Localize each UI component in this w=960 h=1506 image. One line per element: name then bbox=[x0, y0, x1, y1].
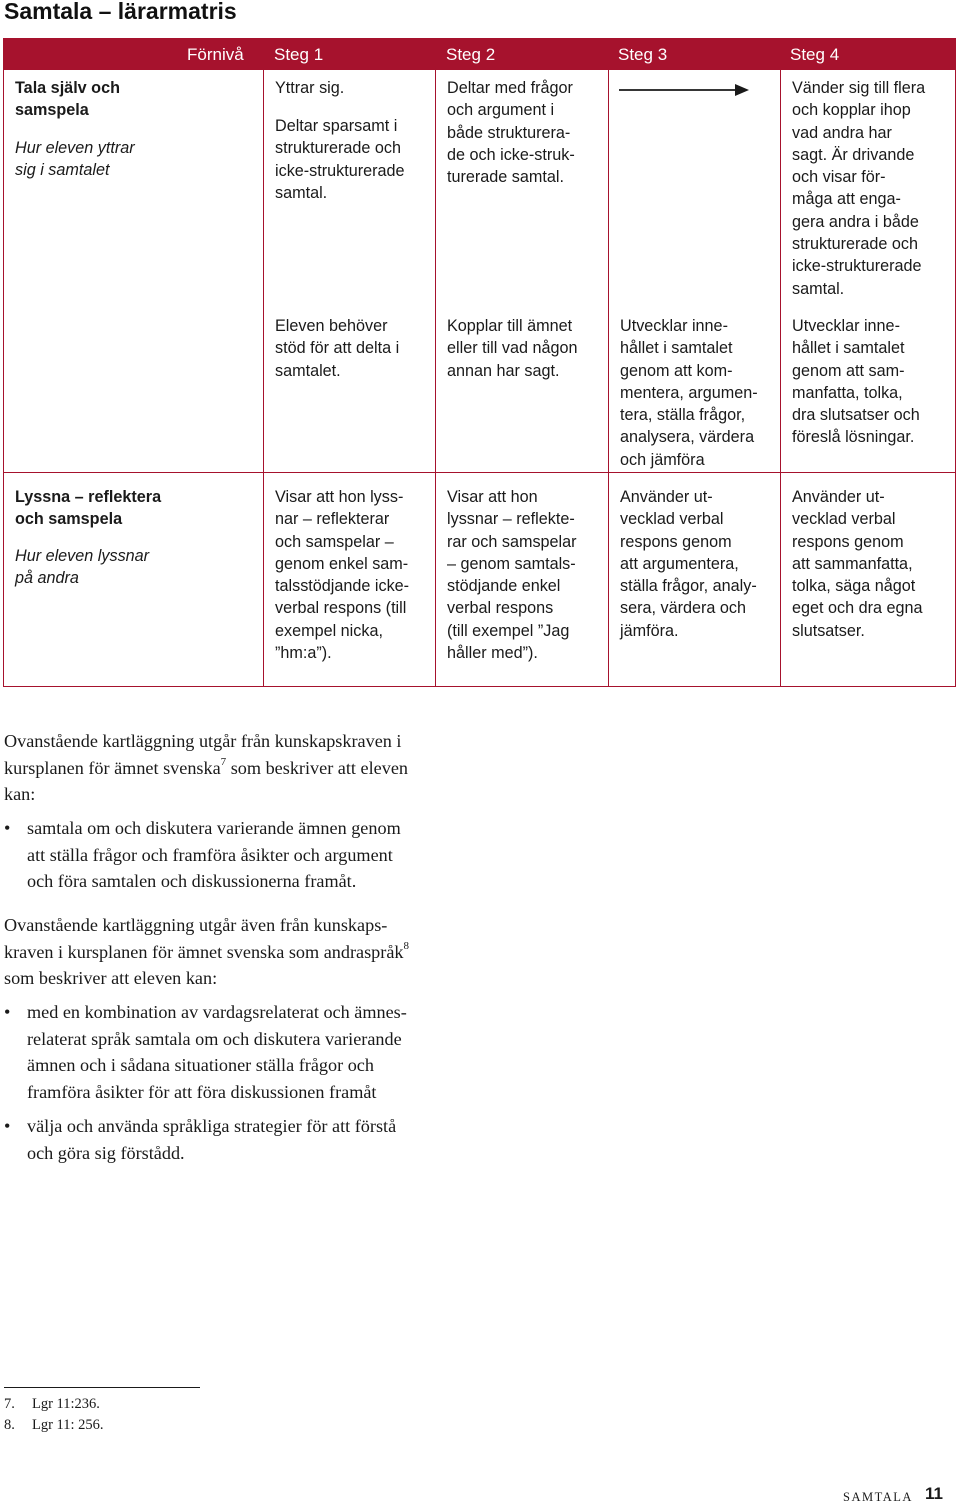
cell-row2-steg2: Kopplar till ämnet eller till vad någon annan har sagt. bbox=[447, 317, 578, 380]
header-fornivå: Förnivå bbox=[187, 45, 244, 64]
list-item bbox=[4, 815, 474, 895]
list-item bbox=[4, 1113, 474, 1166]
row-sublabel-tala: Hur eleven yttrar sig i samtalet bbox=[15, 139, 135, 180]
paragraph-2-end: som beskriver att eleven kan: bbox=[4, 968, 218, 988]
list-item-text: välja och använda språkliga strategier för att förstå och göra sig förstådd. bbox=[27, 1116, 397, 1163]
header-steg-3: Steg 3 bbox=[618, 45, 668, 64]
bullet-icon: • bbox=[4, 1116, 11, 1136]
cell-row2-steg4: Utvecklar inne- hållet i samtalet genom att sam- manfatta, tolka, dra slutsatser och föreslå lösningar. bbox=[792, 317, 920, 447]
row-label-lyssna: Lyssna – reflektera och samspela bbox=[15, 488, 162, 529]
row-label-tala: Tala själv och samspela bbox=[15, 79, 120, 120]
footnote-ref-7: 7 bbox=[220, 756, 227, 769]
paragraph-1 bbox=[4, 728, 474, 808]
page-title: Samtala – lärarmatris bbox=[4, 0, 237, 24]
cell-lyssna-steg4: Använder ut- vecklad verbal respons genom att sammanfatta, tolka, säga något eget och dra egna slutsatser. bbox=[792, 488, 923, 640]
bullet-list-2 bbox=[4, 999, 474, 1174]
cell-lyssna-steg3: Använder ut- vecklad verbal respons genom att argumentera, ställa frågor, analy- sera, värdera och jämföra. bbox=[620, 488, 757, 640]
right-arrow-icon bbox=[619, 83, 749, 102]
paragraph-1-text: Ovanstående kartläggning utgår från kunskapskraven i kursplanen för ämnet svenska bbox=[4, 731, 402, 778]
column-divider bbox=[263, 70, 264, 686]
row-divider bbox=[4, 472, 955, 473]
column-divider bbox=[780, 70, 781, 686]
cell-row2-steg1: Eleven behöver stöd för att delta i samtalet. bbox=[275, 317, 400, 380]
paragraph-2 bbox=[4, 912, 474, 992]
column-divider bbox=[608, 70, 609, 686]
header-steg-1: Steg 1 bbox=[274, 45, 324, 64]
bullet-icon: • bbox=[4, 818, 11, 838]
header-steg-4: Steg 4 bbox=[790, 45, 840, 64]
cell-tala-steg1-extra: Deltar sparsamt i strukturerade och icke-strukturerade samtal. bbox=[275, 117, 405, 202]
bullet-list-1 bbox=[4, 815, 474, 903]
footnote-ref-8: 8 bbox=[403, 940, 409, 953]
footnote-divider bbox=[4, 1387, 200, 1388]
cell-lyssna-steg1: Visar att hon lyss- nar – reflekterar och samspelar – genom enkel sam- talsstödjande icke- verbal respons (till exempel nicka, ”hm:a”). bbox=[275, 488, 410, 663]
cell-tala-steg4: Vänder sig till flera och kopplar ihop vad andra har sagt. Är drivande och visar för- måga att enga- gera andra i både strukturerade och icke-strukturerade samtal. bbox=[792, 79, 926, 298]
bullet-icon: • bbox=[4, 1002, 11, 1022]
list-item-text: med en kombination av vardagsrelaterat och ämnes- relaterat språk samtala om och diskutera varierande ämnen och i sådana situationer ställa frågor och framföra åsikter för att föra diskussionen framåt bbox=[27, 1002, 407, 1102]
cell-tala-steg2: Deltar med frågor och argument i både strukturera- de och icke-struk- turerade samtal. bbox=[447, 79, 575, 187]
footnote-number: 7. bbox=[4, 1396, 15, 1412]
running-footer-label: SAMTALA bbox=[843, 1490, 913, 1504]
list-item bbox=[4, 999, 474, 1105]
list-item-text: samtala om och diskutera varierande ämnen genom att ställa frågor och framföra åsikter och argument och föra samtalen och diskussionerna framåt. bbox=[27, 818, 401, 891]
footnote-text: Lgr 11: 256. bbox=[32, 1417, 104, 1433]
cell-row2-steg3: Utvecklar inne- hållet i samtalet genom att kom- mentera, argumen- tera, ställa frågor, analysera, värdera och jämföra bbox=[620, 317, 758, 469]
header-steg-2: Steg 2 bbox=[446, 45, 496, 64]
page-number: 11 bbox=[925, 1484, 943, 1503]
footnote-text: Lgr 11:236. bbox=[32, 1396, 100, 1412]
paragraph-1-end: som beskriver att eleven kan: bbox=[4, 757, 408, 804]
column-divider bbox=[435, 70, 436, 686]
paragraph-2-text: Ovanstående kartläggning utgår även från kunskaps- kraven i kursplanen för ämnet svenska som andraspråk bbox=[4, 915, 404, 962]
teacher-matrix-table bbox=[3, 38, 956, 687]
footnote-number: 8. bbox=[4, 1417, 15, 1433]
cell-lyssna-steg2: Visar att hon lyssnar – reflekte- rar och samspelar – genom samtals- stödjande enkel verbal respons (till exempel ”Jag håller med”). bbox=[447, 488, 577, 663]
row-sublabel-lyssna: Hur eleven lyssnar på andra bbox=[15, 547, 150, 588]
cell-tala-steg1: Yttrar sig. bbox=[275, 79, 345, 97]
footnote-8 bbox=[4, 1417, 104, 1434]
footnote-7 bbox=[4, 1396, 100, 1413]
matrix-header-row bbox=[4, 39, 955, 70]
